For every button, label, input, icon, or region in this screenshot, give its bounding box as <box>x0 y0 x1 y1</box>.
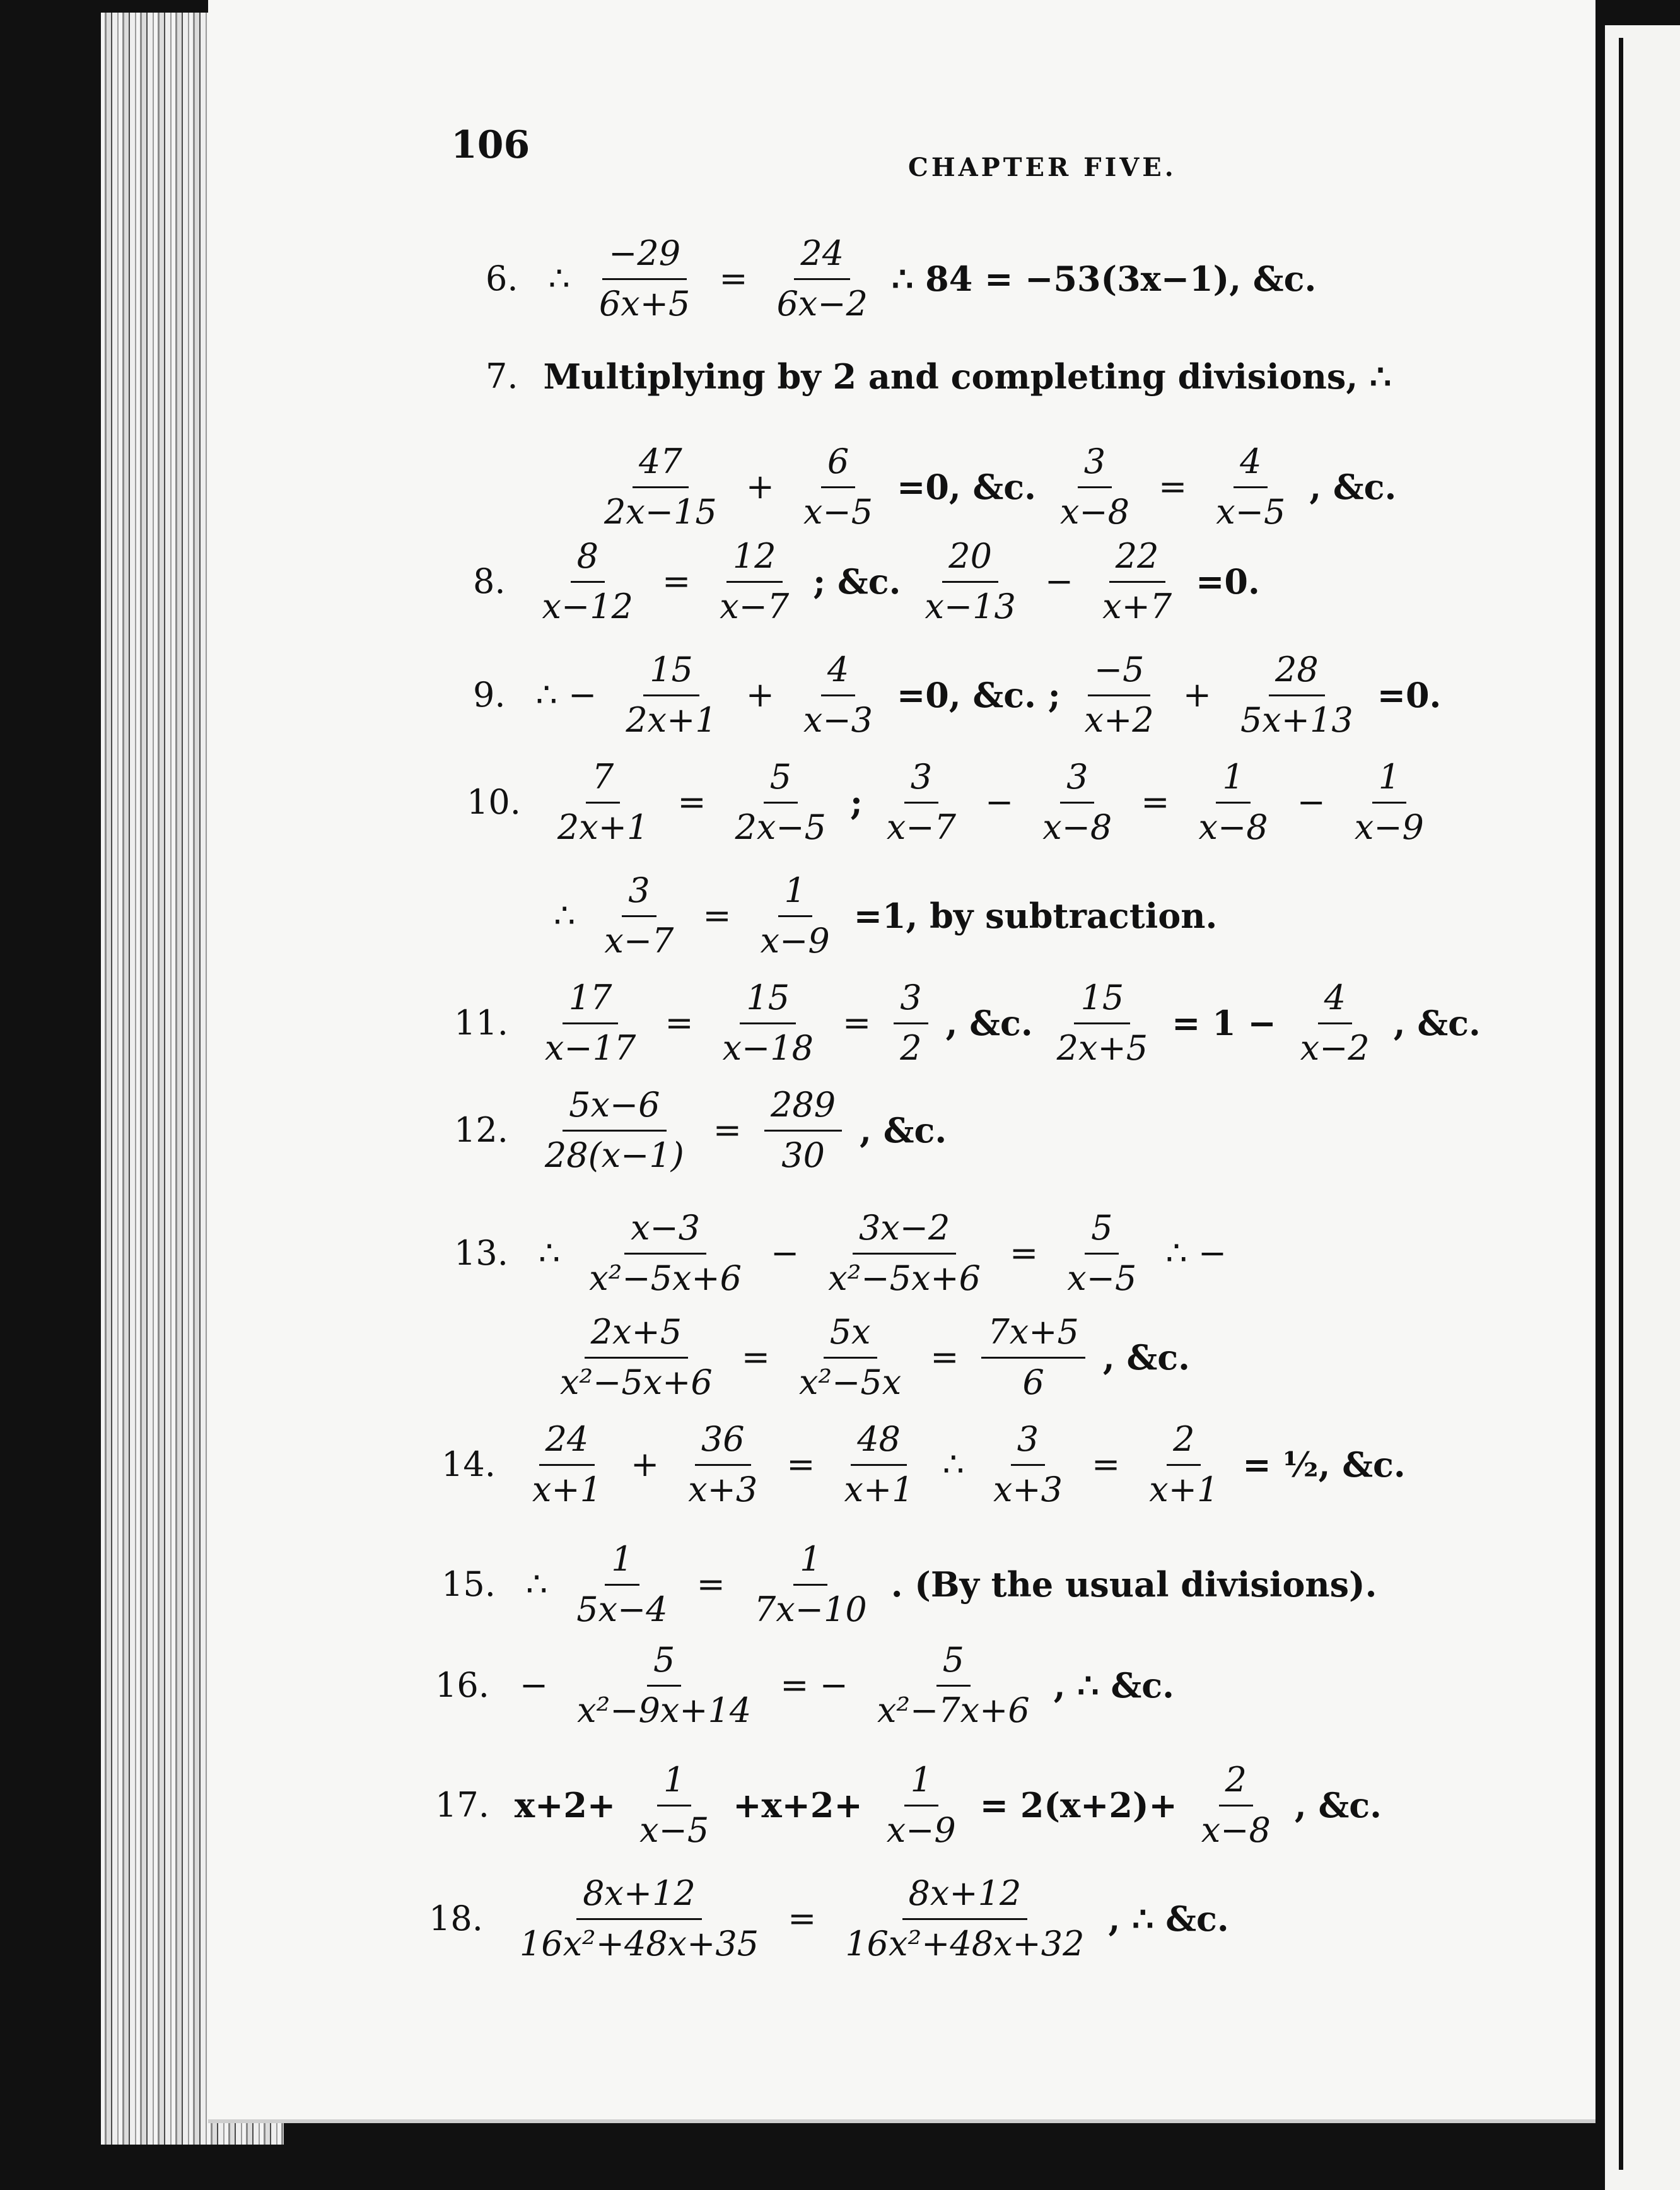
fraction <box>981 1312 1085 1403</box>
text-fragment: , &c. <box>1309 467 1397 508</box>
fraction <box>633 1760 715 1851</box>
solution-line <box>441 1539 1383 1631</box>
numerator: 47 <box>633 442 689 488</box>
fraction <box>880 757 962 848</box>
denominator: x−8 <box>1059 491 1130 532</box>
fraction <box>748 1539 873 1631</box>
operator: = <box>930 1337 959 1378</box>
fraction <box>539 978 642 1069</box>
problem-number: 15. <box>441 1564 496 1605</box>
numerator: 1 <box>904 1760 938 1806</box>
denominator: 2 <box>900 1028 922 1068</box>
denominator: x−5 <box>639 1810 709 1850</box>
denominator: x−5 <box>1216 491 1286 532</box>
denominator: 16x²+48x+35 <box>519 1923 759 1964</box>
numerator: 8 <box>571 536 605 583</box>
denominator: 2x+1 <box>557 807 649 847</box>
fraction <box>1193 757 1275 848</box>
fraction <box>526 1419 608 1511</box>
numerator: 24 <box>539 1419 595 1466</box>
denominator: x−13 <box>925 586 1016 626</box>
numerator: 15 <box>1074 978 1130 1024</box>
numerator: 17 <box>563 978 619 1024</box>
denominator: 28(x−1) <box>544 1135 684 1175</box>
numerator: 2 <box>1167 1419 1201 1466</box>
fraction <box>894 978 928 1069</box>
numerator: 3 <box>1011 1419 1045 1466</box>
operator: = <box>719 259 748 299</box>
text-fragment: , &c. <box>1102 1337 1190 1378</box>
denominator: x²−5x+6 <box>560 1362 713 1402</box>
numerator: 5x <box>824 1312 877 1359</box>
problem-number: 6. <box>486 259 518 299</box>
numerator: 5x−6 <box>563 1085 666 1132</box>
operator: + <box>1182 675 1211 715</box>
fraction <box>598 442 723 533</box>
denominator: x−5 <box>1067 1258 1137 1298</box>
denominator: 30 <box>781 1135 825 1175</box>
fraction <box>583 1208 748 1299</box>
numerator: 8x+12 <box>576 1873 702 1920</box>
solution-line <box>542 870 1223 962</box>
fraction <box>1036 757 1118 848</box>
numerator: 5 <box>647 1640 681 1687</box>
operator: = <box>1158 467 1187 507</box>
solution-line <box>441 1419 1412 1511</box>
text-fragment: =1, by subtraction. <box>853 896 1218 937</box>
fraction <box>554 1312 719 1403</box>
text-fragment: ∴ 84 = −53(3x−1), &c. <box>891 259 1317 300</box>
denominator: x+3 <box>688 1469 758 1509</box>
denominator: x−9 <box>760 920 830 961</box>
numerator: 36 <box>695 1419 751 1466</box>
solution-line <box>454 1085 953 1176</box>
denominator: 16x²+48x+32 <box>845 1923 1085 1964</box>
gutter-shadow <box>1619 38 1623 2170</box>
denominator: 2x+1 <box>626 700 717 740</box>
solution-line <box>454 978 1487 1069</box>
fraction <box>1143 1419 1225 1511</box>
numerator: 6 <box>821 442 855 488</box>
denominator: 5x+13 <box>1240 700 1353 740</box>
fraction <box>1348 757 1430 848</box>
operator: − <box>1297 782 1326 823</box>
fraction <box>987 1419 1069 1511</box>
operator: ∴ <box>525 1564 548 1605</box>
text-fragment: +x+2+ <box>733 1785 863 1826</box>
numerator: −29 <box>602 233 687 280</box>
numerator: 48 <box>851 1419 907 1466</box>
numerator: 5 <box>936 1640 971 1687</box>
denominator: 5x−4 <box>576 1589 668 1629</box>
operator: ∴ <box>538 1233 561 1274</box>
denominator: x−9 <box>1354 807 1424 847</box>
denominator: 2x−15 <box>604 491 717 532</box>
page-number: 106 <box>451 123 530 167</box>
operator: − <box>519 1665 549 1706</box>
numerator: 3x−2 <box>853 1208 956 1255</box>
denominator: x−8 <box>1042 807 1112 847</box>
denominator: x−7 <box>604 920 674 961</box>
fraction <box>797 442 879 533</box>
denominator: x−8 <box>1201 1810 1271 1850</box>
fraction <box>797 650 879 741</box>
numerator: 4 <box>821 650 855 696</box>
operator: ∴ <box>942 1444 964 1485</box>
numerator: 2x+5 <box>585 1312 688 1359</box>
denominator: x+2 <box>1084 700 1154 740</box>
fraction <box>793 1312 907 1403</box>
fraction <box>716 978 820 1069</box>
text-fragment: ; <box>849 782 863 823</box>
problem-number: 7. <box>486 356 518 396</box>
text-fragment: , &c. <box>945 1003 1033 1044</box>
denominator: 6x+5 <box>598 283 691 324</box>
problem-number: 17. <box>435 1785 489 1825</box>
fraction <box>918 536 1022 628</box>
fraction <box>1096 536 1178 628</box>
numerator: 28 <box>1269 650 1325 696</box>
text-fragment: =0. <box>1196 561 1260 602</box>
denominator: x+7 <box>1102 586 1172 626</box>
fraction <box>713 536 795 628</box>
numerator: 8x+12 <box>902 1873 1028 1920</box>
operator: = <box>842 1003 872 1043</box>
fraction <box>571 1640 757 1731</box>
fraction <box>1061 1208 1143 1299</box>
operator: ∴ <box>554 896 576 936</box>
numerator: 24 <box>794 233 850 280</box>
operator: = <box>741 1337 771 1378</box>
text-fragment: , ∴ &c. <box>1053 1665 1174 1706</box>
fraction <box>1051 978 1154 1069</box>
numerator: 3 <box>1078 442 1112 488</box>
numerator: 1 <box>1372 757 1406 804</box>
fraction <box>682 1419 764 1511</box>
fraction <box>822 1208 987 1299</box>
denominator: 6 <box>1022 1362 1044 1402</box>
denominator: 2x+5 <box>1056 1028 1148 1068</box>
numerator: 4 <box>1318 978 1352 1024</box>
numerator: 7x+5 <box>981 1312 1085 1359</box>
problem-number: 16. <box>435 1665 489 1706</box>
operator: = <box>1010 1233 1039 1274</box>
problem-number: 10. <box>467 782 521 823</box>
fraction <box>598 870 680 962</box>
solution-line <box>486 233 1322 325</box>
numerator: 5 <box>764 757 798 804</box>
solution-line <box>486 356 1397 397</box>
text-fragment: = 2(x+2)+ <box>979 1785 1177 1826</box>
fraction <box>536 536 639 628</box>
fraction <box>880 1760 962 1851</box>
problem-number: 13. <box>454 1233 508 1274</box>
denominator: x−18 <box>722 1028 814 1068</box>
text-fragment: =0. <box>1377 675 1442 716</box>
denominator: x−2 <box>1300 1028 1370 1068</box>
denominator: x−8 <box>1198 807 1268 847</box>
operator: = <box>662 561 691 602</box>
operator: + <box>745 675 774 715</box>
operator: = <box>677 782 706 823</box>
operator: = <box>696 1564 725 1605</box>
solution-line <box>429 1873 1235 1965</box>
fraction <box>764 1085 842 1176</box>
fraction <box>593 233 696 325</box>
operator: − <box>771 1233 800 1274</box>
fraction <box>1195 1760 1277 1851</box>
operator: = <box>665 1003 694 1043</box>
solution-line <box>473 650 1447 741</box>
numerator: x−3 <box>624 1208 706 1255</box>
fraction <box>871 1640 1036 1731</box>
numerator: 20 <box>942 536 998 583</box>
numerator: 3 <box>894 978 928 1024</box>
fraction <box>539 1085 691 1176</box>
next-page-edge <box>1605 25 1680 2190</box>
text-fragment: , &c. <box>1393 1003 1481 1044</box>
solution-line <box>467 757 1442 848</box>
operator: = <box>713 1110 742 1151</box>
fraction <box>839 1873 1090 1965</box>
operator: = <box>1141 782 1170 823</box>
denominator: x²−5x <box>799 1362 902 1402</box>
fraction <box>551 757 655 848</box>
running-header: CHAPTER FIVE. <box>908 153 1177 182</box>
denominator: 7x−10 <box>754 1589 867 1629</box>
fraction <box>754 870 836 962</box>
numerator: 12 <box>726 536 783 583</box>
denominator: x+1 <box>1149 1469 1219 1509</box>
operator: ∴ <box>548 259 570 299</box>
solution-line <box>542 1312 1196 1403</box>
fraction <box>1294 978 1376 1069</box>
fraction <box>570 1539 674 1631</box>
operator: = <box>786 1444 815 1485</box>
numerator: 7 <box>586 757 620 804</box>
denominator: x²−9x+14 <box>577 1690 752 1730</box>
problem-number: 8. <box>473 561 506 602</box>
numerator: 4 <box>1234 442 1268 488</box>
text-fragment: . (By the usual divisions). <box>890 1564 1377 1605</box>
operator: − <box>984 782 1014 823</box>
numerator: 1 <box>657 1760 691 1806</box>
problem-number: 11. <box>454 1003 508 1043</box>
denominator: x²−7x+6 <box>877 1690 1030 1730</box>
denominator: x+1 <box>844 1469 914 1509</box>
fraction <box>1078 650 1160 741</box>
operator: = <box>703 896 732 936</box>
text-fragment: =0, &c. <box>897 467 1036 508</box>
operator: = <box>788 1899 817 1939</box>
denominator: x−17 <box>544 1028 636 1068</box>
numerator: −5 <box>1088 650 1151 696</box>
fraction <box>729 757 832 848</box>
solution-line <box>586 442 1403 533</box>
problem-number: 12. <box>454 1110 508 1151</box>
denominator: 6x−2 <box>776 283 868 324</box>
operator: + <box>630 1444 660 1485</box>
denominator: x−9 <box>886 1810 956 1850</box>
numerator: 1 <box>605 1539 639 1586</box>
fraction <box>1054 442 1136 533</box>
operator: ∴ − <box>1165 1233 1227 1274</box>
problem-number: 18. <box>429 1899 483 1939</box>
fraction <box>771 233 874 325</box>
problem-number: 14. <box>441 1444 496 1485</box>
text-fragment: =0, &c. ; <box>897 675 1061 716</box>
fraction <box>619 650 723 741</box>
text-fragment: , &c. <box>860 1110 947 1151</box>
solution-line <box>435 1760 1388 1851</box>
text-fragment: = 1 − <box>1172 1003 1276 1044</box>
text-fragment: x+2+ <box>514 1785 616 1826</box>
operator: + <box>745 467 775 507</box>
operator: = − <box>780 1665 848 1706</box>
fraction <box>1210 442 1292 533</box>
denominator: x−12 <box>542 586 633 626</box>
denominator: x−3 <box>803 700 873 740</box>
denominator: x−7 <box>720 586 790 626</box>
numerator: 1 <box>1216 757 1250 804</box>
numerator: 22 <box>1109 536 1165 583</box>
fraction <box>838 1419 920 1511</box>
numerator: 5 <box>1085 1208 1119 1255</box>
solution-line <box>473 536 1266 628</box>
text-fragment: = ½, &c. <box>1242 1444 1406 1485</box>
denominator: x−7 <box>886 807 956 847</box>
numerator: 289 <box>764 1085 842 1132</box>
numerator: 15 <box>740 978 796 1024</box>
problem-number: 9. <box>473 675 506 715</box>
solution-line <box>454 1208 1238 1299</box>
text-fragment: ; &c. <box>813 561 901 602</box>
operator: = <box>1092 1444 1121 1485</box>
denominator: x+1 <box>532 1469 602 1509</box>
numerator: 3 <box>904 757 938 804</box>
operator: ∴ − <box>535 675 597 715</box>
numerator: 3 <box>622 870 656 917</box>
denominator: x²−5x+6 <box>828 1258 981 1298</box>
text-fragment: Multiplying by 2 and completing divisions, ∴ <box>543 356 1392 397</box>
denominator: 2x−5 <box>735 807 826 847</box>
numerator: 1 <box>778 870 812 917</box>
numerator: 1 <box>793 1539 827 1586</box>
fraction <box>1234 650 1360 741</box>
numerator: 2 <box>1219 1760 1253 1806</box>
numerator: 3 <box>1060 757 1094 804</box>
denominator: x+3 <box>993 1469 1063 1509</box>
solution-line <box>435 1640 1181 1731</box>
numerator: 15 <box>643 650 699 696</box>
text-fragment: , ∴ &c. <box>1108 1899 1229 1940</box>
operator: − <box>1044 561 1074 602</box>
denominator: x²−5x+6 <box>589 1258 742 1298</box>
text-fragment: , &c. <box>1294 1785 1382 1826</box>
fraction <box>513 1873 765 1965</box>
denominator: x−5 <box>803 491 873 532</box>
